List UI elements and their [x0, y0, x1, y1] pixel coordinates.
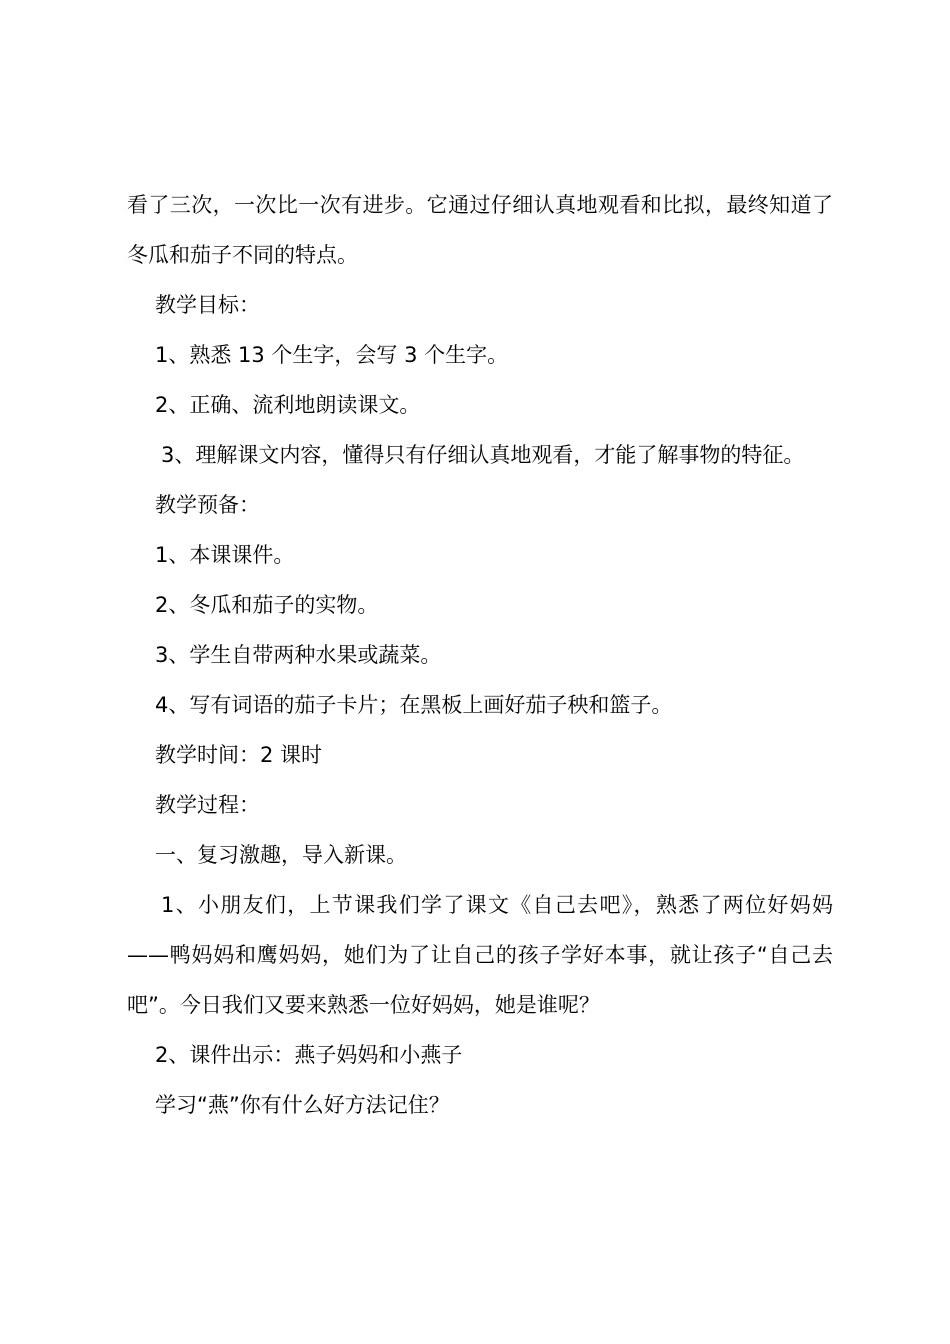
goal-item-3: 3、理解课文内容，懂得只有仔细认真地观看，才能了解事物的特征。: [161, 443, 805, 467]
document-body: [127, 180, 833, 1130]
prep-item-1: 1、本课课件。: [155, 543, 295, 567]
goal-item-1: 1、熟悉 13 个生字，会写 3 个生字。: [155, 343, 509, 367]
heading-teaching-goals: 教学目标：: [155, 293, 260, 317]
prep-item-3: 3、学生自带两种水果或蔬菜。: [155, 643, 442, 667]
heading-teaching-process: 教学过程：: [155, 793, 260, 817]
process-step-1: 1、小朋友们，上节课我们学了课文《自己去吧》，熟悉了两位好妈妈——鸭妈妈和鹰妈妈，她们为了让自己的孩子学好本事，就让孩子“自己去吧”。今日我们又要来熟悉一位好妈妈，她是谁呢？: [127, 893, 833, 1017]
prep-item-2: 2、冬瓜和茄子的实物。: [155, 593, 379, 617]
goal-item-2: 2、正确、流利地朗读课文。: [155, 393, 421, 417]
process-question: 学习“燕”你有什么好方法记住？: [155, 1093, 450, 1117]
paragraph-continuation: 看了三次，一次比一次有进步。它通过仔细认真地观看和比拟，最终知道了冬瓜和茄子不同的特点。: [127, 193, 833, 267]
process-step-2: 2、课件出示：燕子妈妈和小燕子: [155, 1043, 463, 1067]
heading-teaching-preparation: 教学预备：: [155, 493, 260, 517]
prep-item-4: 4、写有词语的茄子卡片；在黑板上画好茄子秧和篮子。: [155, 693, 673, 717]
teaching-time: 教学时间：2 课时: [155, 743, 323, 767]
process-section-1: 一、复习激趣，导入新课。: [155, 843, 407, 867]
